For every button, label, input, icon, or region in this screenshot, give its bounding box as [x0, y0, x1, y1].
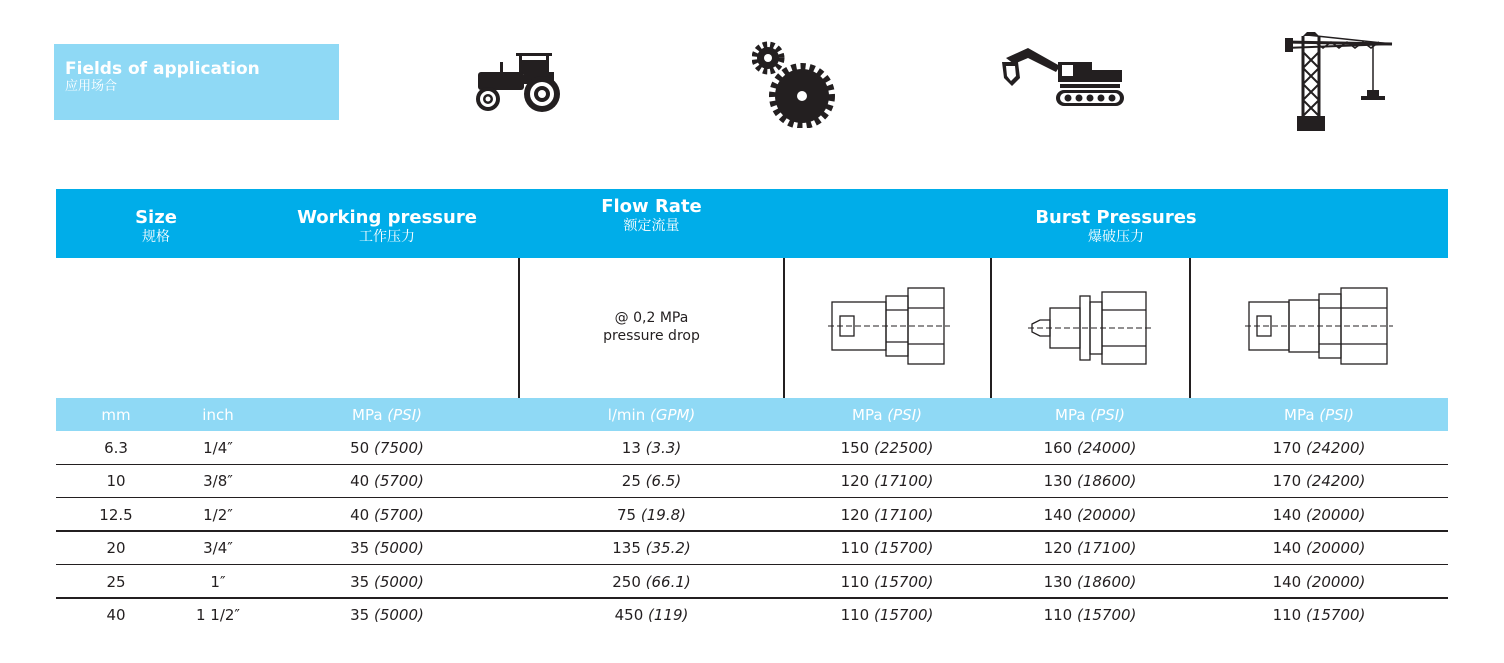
table-cell: [1190, 439, 1448, 457]
table-cell: [991, 539, 1189, 557]
cell-value: 25: [621, 472, 646, 491]
unit-cell: [272, 406, 502, 424]
table-cell: [160, 539, 276, 557]
unit-cell: [1190, 406, 1448, 424]
divider: [990, 258, 992, 398]
cell-psi-value: (15700): [873, 539, 934, 558]
cell-value: 20: [106, 539, 126, 558]
table-cell: [991, 606, 1189, 624]
cell-value: 140: [1272, 572, 1306, 591]
table-cell: [784, 573, 990, 591]
table-cell: [991, 506, 1189, 524]
unit-sub: (PSI): [1319, 406, 1354, 424]
cell-value: 35: [350, 572, 374, 591]
cell-value: 120: [840, 505, 874, 524]
unit-main: MPa: [1055, 406, 1091, 424]
table-cell: [1190, 573, 1448, 591]
table-cell: [56, 573, 176, 591]
crane-icon: [1285, 32, 1395, 132]
table-cell: [56, 606, 176, 624]
cell-psi-value: (20000): [1305, 505, 1366, 524]
cell-value: 3/4″: [203, 539, 233, 558]
cell-value: 35: [350, 539, 374, 558]
cell-value: 150: [840, 439, 874, 457]
cell-psi-value: (20000): [1076, 505, 1137, 524]
header-working-pressure: [272, 208, 502, 246]
header-working-pressure-en: Working pressure: [297, 207, 477, 228]
cell-value: 25: [106, 572, 126, 591]
fitting-drawing-3-icon: [1245, 284, 1393, 368]
cell-value: 110: [840, 572, 874, 591]
table-cell: [160, 472, 276, 490]
cell-value: 1/4″: [203, 439, 233, 457]
cell-value: 160: [1043, 439, 1077, 457]
fitting-drawing-1-icon: [828, 284, 950, 368]
table-cell: [991, 573, 1189, 591]
header-flow-rate: [520, 197, 783, 235]
cell-psi-value: (17100): [873, 472, 934, 491]
cell-value: 12.5: [99, 505, 133, 524]
table-cell: [784, 506, 990, 524]
cell-psi-value: (5000): [373, 606, 424, 624]
table-cell: [991, 472, 1189, 490]
cell-value: 40: [106, 606, 126, 624]
unit-sub: (PSI): [887, 406, 922, 424]
cell-value: 13: [621, 439, 646, 457]
cell-psi-value: (6.5): [645, 472, 682, 491]
header-burst-pressures-en: Burst Pressures: [1035, 207, 1197, 228]
table-cell: [160, 506, 276, 524]
unit-main: MPa: [352, 406, 388, 424]
fields-of-application-box: [54, 44, 339, 120]
cell-psi-value: (17100): [873, 505, 934, 524]
cell-value: 10: [106, 472, 126, 491]
cell-psi-value: (22500): [873, 439, 934, 457]
unit-cell: [160, 406, 276, 424]
table-cell: [784, 472, 990, 490]
cell-value: 250: [612, 572, 646, 591]
cell-psi-value: (15700): [1305, 606, 1366, 624]
table-row: [56, 598, 1448, 632]
table-cell: [56, 472, 176, 490]
cell-psi-value: (24000): [1076, 439, 1137, 457]
unit-main: l/min: [607, 406, 650, 424]
table-cell: [520, 606, 783, 624]
cell-psi-value: (15700): [873, 606, 934, 624]
table-cell: [1190, 506, 1448, 524]
cell-psi-value: (15700): [873, 572, 934, 591]
cell-psi-value: (19.8): [640, 505, 686, 524]
header-burst-pressures: [784, 208, 1448, 246]
cell-value: 130: [1043, 572, 1077, 591]
header-flow-rate-en: Flow Rate: [601, 196, 702, 217]
cell-value: 120: [840, 472, 874, 491]
divider: [783, 258, 785, 398]
flow-note-line2: pressure drop: [603, 328, 700, 344]
cell-value: 6.3: [104, 439, 128, 457]
unit-sub: (GPM): [649, 406, 696, 424]
fitting-drawing-2-icon: [1028, 288, 1152, 368]
cell-value: 140: [1272, 539, 1306, 558]
cell-value: 120: [1043, 539, 1077, 558]
fields-title-en: Fields of application: [65, 59, 260, 79]
cell-psi-value: (66.1): [645, 572, 691, 591]
table-cell: [160, 439, 276, 457]
table-cell: [160, 573, 276, 591]
header-flow-rate-zh: 额定流量: [623, 218, 680, 234]
divider: [1189, 258, 1191, 398]
flow-note-line1: @ 0,2 MPa: [614, 310, 689, 326]
unit-main: MPa: [852, 406, 888, 424]
cell-value: 170: [1272, 439, 1306, 457]
flow-rate-note: [520, 309, 783, 345]
table-row: [56, 464, 1448, 498]
cell-psi-value: (15700): [1076, 606, 1137, 624]
cell-value: 140: [1043, 505, 1077, 524]
cell-psi-value: (24200): [1305, 472, 1366, 491]
header-burst-pressures-zh: 爆破压力: [1088, 229, 1144, 245]
cell-value: 1/2″: [203, 505, 233, 524]
cell-value: 110: [1272, 606, 1306, 624]
unit-cell: [520, 406, 783, 424]
cell-value: 130: [1043, 472, 1077, 491]
excavator-icon: [998, 44, 1130, 110]
table-cell: [520, 439, 783, 457]
table-cell: [520, 539, 783, 557]
table-cell: [56, 506, 176, 524]
table-cell: [1190, 606, 1448, 624]
cell-value: 3/8″: [203, 472, 233, 491]
cell-psi-value: (7500): [373, 439, 424, 457]
table-cell: [272, 439, 502, 457]
cell-value: 50: [350, 439, 374, 457]
unit-cell: [991, 406, 1189, 424]
cell-psi-value: (5700): [373, 505, 424, 524]
cell-value: 140: [1272, 505, 1306, 524]
header-size-zh: 规格: [142, 229, 170, 245]
gears-icon: [752, 40, 838, 128]
table-row: [56, 531, 1448, 565]
table-cell: [1190, 539, 1448, 557]
table-cell: [784, 606, 990, 624]
table-row: [56, 498, 1448, 532]
table-cell: [272, 472, 502, 490]
table-row: [56, 431, 1448, 465]
unit-main: inch: [202, 406, 234, 424]
table-cell: [56, 539, 176, 557]
cell-value: 40: [350, 505, 374, 524]
cell-value: 40: [350, 472, 374, 491]
cell-psi-value: (17100): [1076, 539, 1137, 558]
cell-value: 450: [614, 606, 649, 624]
unit-sub: (PSI): [387, 406, 422, 424]
cell-value: 35: [350, 606, 374, 624]
cell-value: 1″: [210, 572, 226, 591]
table-cell: [520, 573, 783, 591]
cell-value: 1 1/2″: [195, 606, 241, 624]
cell-psi-value: (24200): [1305, 439, 1366, 457]
table-cell: [520, 472, 783, 490]
cell-psi-value: (20000): [1305, 572, 1366, 591]
cell-psi-value: (3.3): [645, 439, 682, 457]
header-size-en: Size: [135, 207, 177, 228]
cell-value: 110: [1043, 606, 1077, 624]
unit-main: mm: [101, 406, 131, 424]
fields-title-zh: 应用场合: [65, 79, 118, 94]
cell-psi-value: (5000): [373, 539, 424, 558]
table-cell: [272, 539, 502, 557]
cell-psi-value: (18600): [1076, 572, 1137, 591]
cell-psi-value: (5700): [373, 472, 424, 491]
table-cell: [784, 539, 990, 557]
cell-value: 135: [612, 539, 646, 558]
cell-psi-value: (119): [648, 606, 689, 624]
cell-value: 110: [840, 539, 874, 558]
cell-value: 75: [617, 505, 641, 524]
table-cell: [56, 439, 176, 457]
table-cell: [991, 439, 1189, 457]
cell-psi-value: (35.2): [645, 539, 691, 558]
header-size: [56, 208, 256, 246]
table-cell: [272, 506, 502, 524]
cell-value: 170: [1272, 472, 1306, 491]
cell-value: 110: [840, 606, 874, 624]
unit-sub: (PSI): [1090, 406, 1125, 424]
table-cell: [160, 606, 276, 624]
unit-main: MPa: [1284, 406, 1320, 424]
table-cell: [520, 506, 783, 524]
cell-psi-value: (18600): [1076, 472, 1137, 491]
header-working-pressure-zh: 工作压力: [359, 229, 415, 245]
table-cell: [1190, 472, 1448, 490]
table-row: [56, 565, 1448, 599]
table-cell: [272, 606, 502, 624]
cell-psi-value: (5000): [373, 572, 424, 591]
unit-cell: [56, 406, 176, 424]
table-cell: [784, 439, 990, 457]
unit-cell: [784, 406, 990, 424]
table-cell: [272, 573, 502, 591]
cell-psi-value: (20000): [1305, 539, 1366, 558]
tractor-icon: [470, 50, 566, 114]
